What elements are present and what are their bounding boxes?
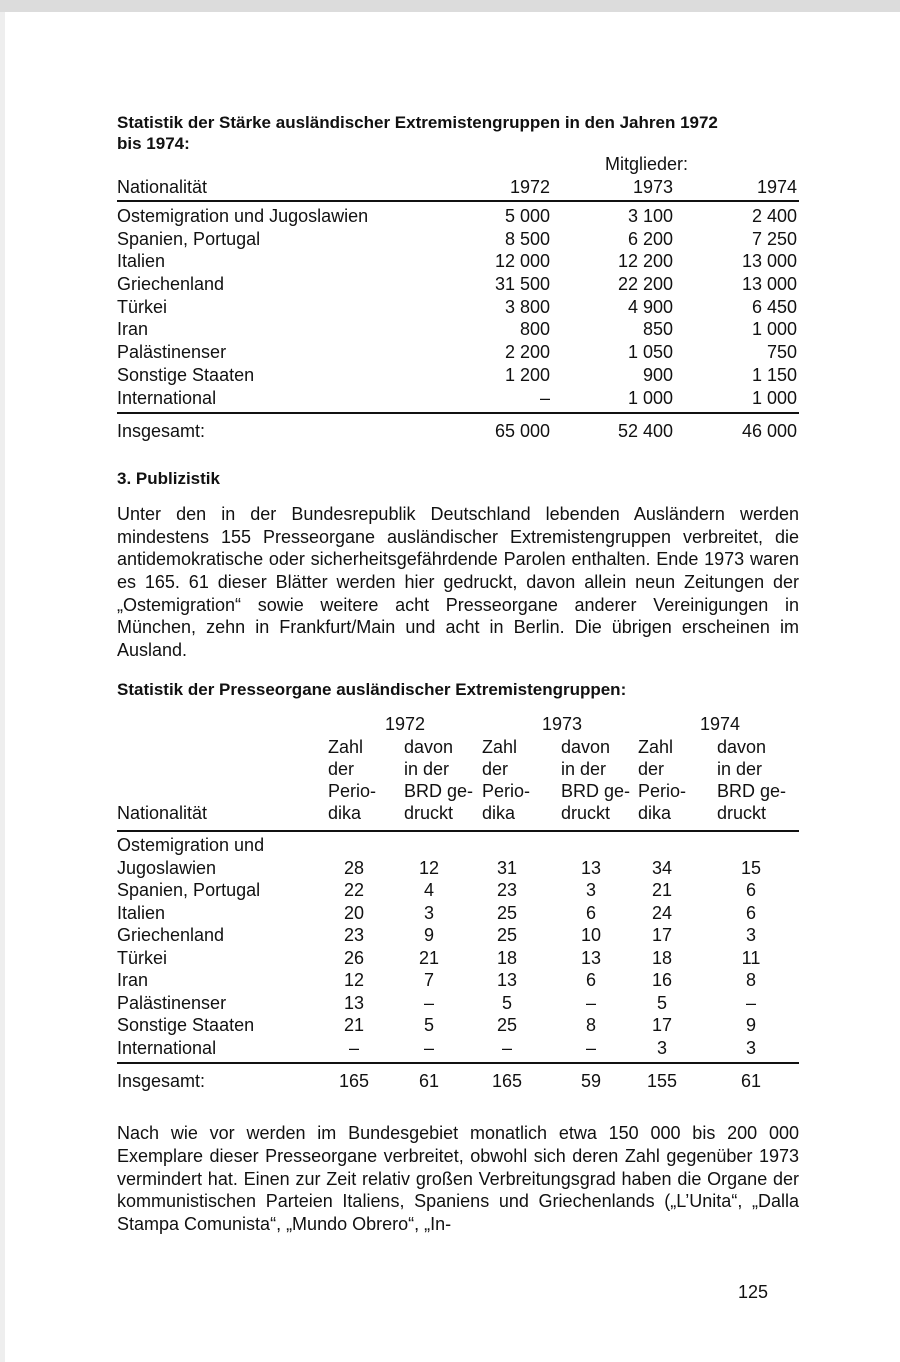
cell: 1 150 bbox=[751, 364, 797, 385]
table-row bbox=[117, 318, 799, 341]
cell: 8 500 bbox=[504, 228, 550, 249]
subheader: BRD ge- bbox=[404, 781, 474, 802]
cell: 61 bbox=[740, 1071, 762, 1092]
nationality-column-header: Nationalität bbox=[117, 177, 208, 197]
cell: 2 400 bbox=[751, 206, 797, 226]
row-label: Palästinenser bbox=[117, 342, 227, 363]
table-row bbox=[117, 273, 799, 296]
cell: – bbox=[585, 992, 596, 1013]
cell: – bbox=[745, 992, 756, 1013]
cell: 900 bbox=[642, 364, 673, 385]
cell: 8 bbox=[585, 1015, 596, 1036]
cell: 34 bbox=[651, 857, 673, 878]
cell: 22 bbox=[343, 880, 365, 901]
press-table bbox=[117, 714, 799, 1094]
cell: 6 450 bbox=[751, 296, 797, 317]
table-row bbox=[117, 228, 799, 251]
year-header: 1972 bbox=[509, 177, 550, 197]
cell: 12 bbox=[343, 970, 365, 991]
cell: – bbox=[501, 1037, 512, 1058]
year-header: 1974 bbox=[700, 714, 741, 735]
cell: 5 bbox=[656, 992, 667, 1013]
cell: 25 bbox=[496, 925, 518, 946]
row-label: Griechenland bbox=[117, 925, 225, 946]
subheader: druckt bbox=[717, 803, 767, 824]
cell: 13 bbox=[580, 857, 602, 878]
cell: 21 bbox=[418, 947, 440, 968]
row-label: Sonstige Staaten bbox=[117, 364, 255, 385]
cell: 17 bbox=[651, 925, 673, 946]
scan-top-edge bbox=[0, 0, 900, 12]
row-label: Iran bbox=[117, 319, 149, 340]
members-table-body bbox=[117, 202, 799, 409]
row-label: Italien bbox=[117, 902, 166, 923]
row-label: International bbox=[117, 387, 217, 408]
row-label: Türkei bbox=[117, 296, 168, 317]
cell: 46 000 bbox=[741, 421, 797, 442]
cell: 13 bbox=[343, 992, 365, 1013]
page-number: 125 bbox=[738, 1282, 769, 1302]
table-total-row bbox=[117, 418, 799, 444]
table-row bbox=[117, 902, 799, 925]
section-heading: 3. Publizistik bbox=[117, 469, 220, 489]
subheader: in der bbox=[404, 759, 450, 780]
cell: 4 900 bbox=[627, 296, 673, 317]
row-label: Türkei bbox=[117, 947, 168, 968]
cell: 52 400 bbox=[617, 421, 673, 442]
cell: 5 bbox=[423, 1015, 434, 1036]
year-header: 1973 bbox=[632, 177, 673, 197]
subheader: BRD ge- bbox=[561, 781, 631, 802]
cell: 6 bbox=[585, 970, 596, 991]
closing-paragraph: Nach wie vor werden im Bundesgebiet monatlich etwa 150 000 bis 200 000 Exemplare dieser Presseorgane verbreitet, obwohl sich deren Zahl gegenüber 1973 vermindert hat. Einen zur Zeit relativ großen Verbreitungsgrad haben die Organe der kommunistischen Parteien Italiens, Spaniens und Griechenlands („L’Unita“, „Dalla Stampa Comunista“, „Mundo Obrero“, „In- bbox=[117, 1123, 799, 1234]
cell: 1 050 bbox=[627, 342, 673, 363]
subheader: davon bbox=[717, 737, 767, 758]
cell: 9 bbox=[423, 925, 434, 946]
year-header: 1972 bbox=[385, 714, 426, 735]
cell: – bbox=[423, 992, 434, 1013]
cell: 21 bbox=[343, 1015, 365, 1036]
table-row bbox=[117, 364, 799, 387]
cell: – bbox=[585, 1037, 596, 1058]
table1-title: Statistik der Stärke ausländischer Extremistengruppen in den Jahren 1972 bis 1974: bbox=[117, 113, 718, 153]
cell: 13 000 bbox=[741, 274, 797, 295]
subheader: in der bbox=[717, 759, 763, 780]
row-label: Italien bbox=[117, 251, 166, 272]
subheader: Zahl bbox=[482, 737, 518, 758]
table-row bbox=[117, 879, 799, 902]
cell: 22 200 bbox=[617, 274, 673, 295]
cell: 23 bbox=[496, 880, 518, 901]
cell: 6 200 bbox=[627, 228, 673, 249]
cell: 12 200 bbox=[617, 251, 673, 272]
row-label: Sonstige Staaten bbox=[117, 1015, 255, 1036]
press-table-body bbox=[117, 832, 799, 1059]
total-label: Insgesamt: bbox=[117, 421, 206, 442]
cell: 3 100 bbox=[627, 206, 673, 226]
row-label: Iran bbox=[117, 970, 149, 991]
cell: 1 000 bbox=[751, 319, 797, 340]
table-row bbox=[117, 857, 799, 880]
year-header: 1974 bbox=[756, 177, 797, 197]
subheader: dika bbox=[482, 803, 516, 824]
members-table bbox=[117, 154, 799, 444]
cell: 2 200 bbox=[504, 342, 550, 363]
cell: 13 bbox=[496, 970, 518, 991]
table-row bbox=[117, 947, 799, 970]
cell: 26 bbox=[343, 947, 365, 968]
cell: 1 000 bbox=[751, 387, 797, 408]
cell: 1 200 bbox=[504, 364, 550, 385]
subheader: dika bbox=[328, 803, 362, 824]
subheader: der bbox=[638, 759, 665, 780]
cell: 165 bbox=[491, 1071, 523, 1092]
cell: 6 bbox=[745, 880, 756, 901]
cell: 24 bbox=[651, 902, 673, 923]
cell: – bbox=[348, 1037, 359, 1058]
subheader: davon bbox=[404, 737, 454, 758]
row-label: International bbox=[117, 1037, 217, 1058]
cell: 850 bbox=[642, 319, 673, 340]
table-total-row bbox=[117, 1068, 799, 1094]
subheader: Perio- bbox=[638, 781, 687, 802]
table-rule bbox=[117, 412, 799, 414]
cell: 750 bbox=[766, 342, 797, 363]
cell: 3 bbox=[656, 1037, 667, 1058]
cell: 13 bbox=[580, 947, 602, 968]
cell: 25 bbox=[496, 902, 518, 923]
table-rule bbox=[117, 1062, 799, 1064]
subheader: der bbox=[482, 759, 509, 780]
members-table-header bbox=[117, 154, 799, 200]
row-label: Spanien, Portugal bbox=[117, 228, 261, 249]
row-label: Jugoslawien bbox=[117, 857, 217, 878]
press-table-header bbox=[117, 714, 799, 830]
subheader: Zahl bbox=[638, 737, 674, 758]
cell: 8 bbox=[745, 970, 756, 991]
cell: 800 bbox=[519, 319, 550, 340]
cell: 12 000 bbox=[494, 251, 550, 272]
cell: 25 bbox=[496, 1015, 518, 1036]
cell: 59 bbox=[580, 1071, 602, 1092]
cell: 17 bbox=[651, 1015, 673, 1036]
cell: 165 bbox=[338, 1071, 370, 1092]
row-label: Ostemigration und Jugoslawien bbox=[117, 206, 369, 226]
cell: 23 bbox=[343, 925, 365, 946]
cell: 20 bbox=[343, 902, 365, 923]
subheader: davon bbox=[561, 737, 611, 758]
table-row bbox=[117, 205, 799, 228]
cell: 18 bbox=[496, 947, 518, 968]
scan-left-edge bbox=[0, 12, 5, 1362]
cell: 3 bbox=[585, 880, 596, 901]
table-row bbox=[117, 992, 799, 1015]
nationality-column-header: Nationalität bbox=[117, 803, 208, 824]
cell: 15 bbox=[740, 857, 762, 878]
table-row bbox=[117, 969, 799, 992]
table-row bbox=[117, 341, 799, 364]
cell: 11 bbox=[741, 947, 761, 968]
year-header: 1973 bbox=[542, 714, 583, 735]
subheader: dika bbox=[638, 803, 672, 824]
subheader: der bbox=[328, 759, 355, 780]
cell: 5 000 bbox=[504, 206, 550, 226]
table-row bbox=[117, 296, 799, 319]
cell: 3 bbox=[423, 902, 434, 923]
cell: 9 bbox=[745, 1015, 756, 1036]
cell: 21 bbox=[651, 880, 673, 901]
subheader: druckt bbox=[404, 803, 454, 824]
cell: 28 bbox=[343, 857, 365, 878]
table2-title: Statistik der Presseorgane ausländischer Extremistengruppen: bbox=[117, 680, 627, 700]
subheader: BRD ge- bbox=[717, 781, 787, 802]
subheader: Perio- bbox=[482, 781, 531, 802]
cell: 3 800 bbox=[504, 296, 550, 317]
row-label: Spanien, Portugal bbox=[117, 880, 261, 901]
cell: 16 bbox=[651, 970, 673, 991]
table-row bbox=[117, 250, 799, 273]
cell: 7 250 bbox=[751, 228, 797, 249]
row-label: Ostemigration und bbox=[117, 835, 265, 856]
table-row bbox=[117, 924, 799, 947]
cell: 31 500 bbox=[494, 274, 550, 295]
row-label: Griechenland bbox=[117, 274, 225, 295]
table-row bbox=[117, 1014, 799, 1037]
body-paragraph: Unter den in der Bundesrepublik Deutschland lebenden Ausländern werden mindestens 155 Presseorgane ausländischer Extremistengruppen verbreitet, die antidemokratische oder sicherheitsgefährdende Parolen enthalten. Ende 1973 waren es 165. 61 dieser Blätter werden hier gedruckt, davon allein neun Zeitungen der „Ostemigration“ sowie weitere acht Presseorgane anderer Vereinigungen in München, zehn in Frankfurt/Main und acht in Berlin. Die übrigen erscheinen im Ausland. bbox=[117, 504, 799, 660]
cell: 4 bbox=[423, 880, 434, 901]
cell: 155 bbox=[646, 1071, 678, 1092]
subheader: Zahl bbox=[328, 737, 364, 758]
cell: 65 000 bbox=[494, 421, 550, 442]
table-row bbox=[117, 834, 799, 857]
cell: 3 bbox=[745, 925, 756, 946]
table-row bbox=[117, 1037, 799, 1060]
cell: 3 bbox=[745, 1037, 756, 1058]
cell: 1 000 bbox=[627, 387, 673, 408]
cell: – bbox=[423, 1037, 434, 1058]
cell: 13 000 bbox=[741, 251, 797, 272]
cell: 18 bbox=[651, 947, 673, 968]
cell: 61 bbox=[418, 1071, 440, 1092]
row-label: Palästinenser bbox=[117, 992, 227, 1013]
page-content bbox=[117, 112, 799, 1235]
cell: 6 bbox=[585, 902, 596, 923]
subheader: druckt bbox=[561, 803, 611, 824]
subheader: Perio- bbox=[328, 781, 377, 802]
cell: 12 bbox=[418, 857, 440, 878]
cell: – bbox=[539, 387, 550, 408]
cell: 31 bbox=[496, 857, 518, 878]
subheader: in der bbox=[561, 759, 607, 780]
cell: 10 bbox=[580, 925, 602, 946]
cell: 6 bbox=[745, 902, 756, 923]
table-row bbox=[117, 387, 799, 410]
cell: 5 bbox=[501, 992, 512, 1013]
members-group-header: Mitglieder: bbox=[605, 154, 689, 174]
total-label: Insgesamt: bbox=[117, 1071, 206, 1092]
cell: 7 bbox=[423, 970, 434, 991]
